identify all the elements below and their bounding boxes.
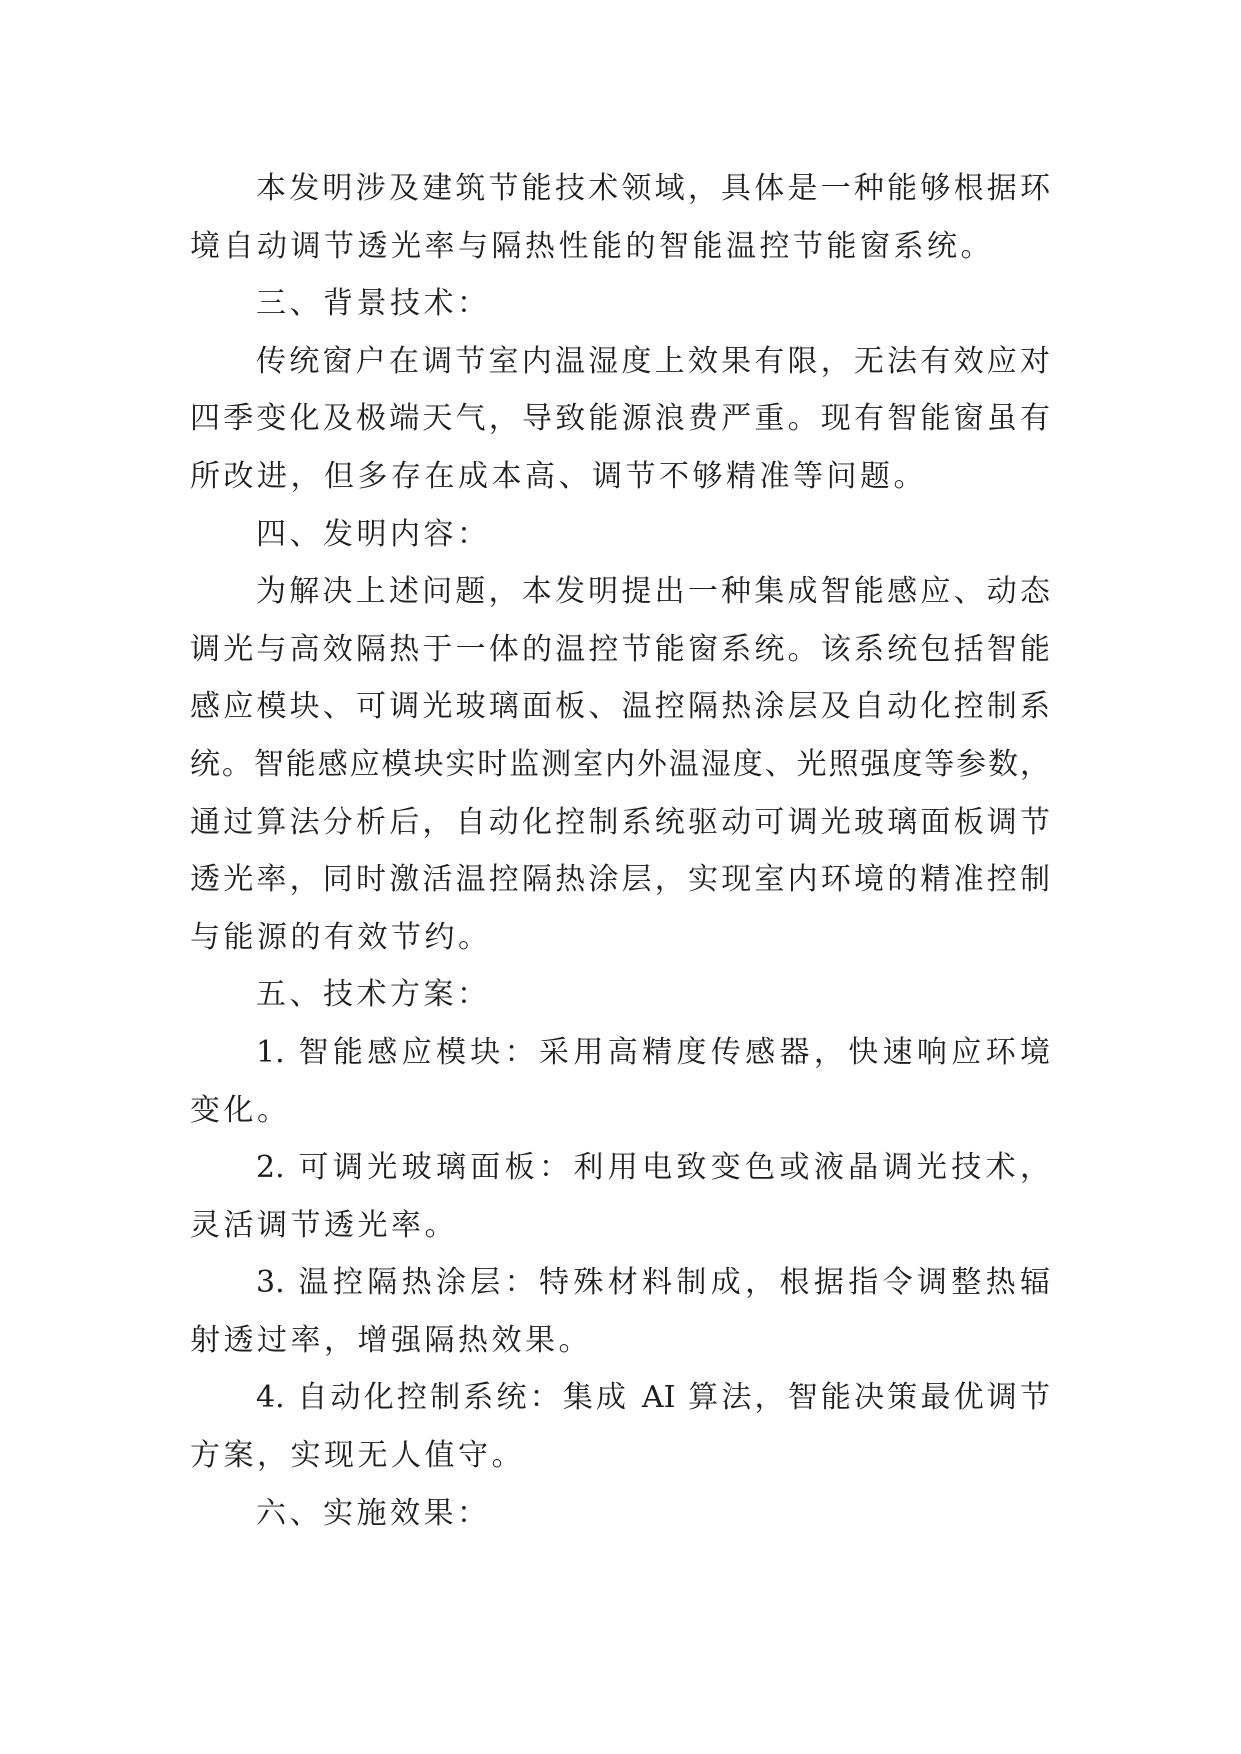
text-line: 四、发明内容：: [256, 516, 491, 552]
text-line: 感应模块、可调光玻璃面板、温控隔热涂层及自动化控制系: [190, 689, 1050, 725]
text-line: 2. 可调光玻璃面板：利用电致变色或液晶调光技术，: [256, 1150, 1050, 1186]
text-line: 五、技术方案：: [256, 977, 491, 1013]
text-line: 三、背景技术：: [256, 286, 491, 322]
text-line: 透光率，同时激活温控隔热涂层，实现室内环境的精准控制: [190, 862, 1050, 898]
text-line: 所改进，但多存在成本高、调节不够精准等问题。: [190, 458, 927, 494]
text-line: 本发明涉及建筑节能技术领域，具体是一种能够根据环: [256, 171, 1050, 206]
text-line: 四季变化及极端天气，导致能源浪费严重。现有智能窗虽有: [190, 401, 1050, 437]
text-line: 调光与高效隔热于一体的温控节能窗系统。该系统包括智能: [190, 631, 1050, 667]
text-line: 统。智能感应模块实时监测室内外温湿度、光照强度等参数，: [190, 746, 1050, 782]
text-line: 境自动调节透光率与隔热性能的智能温控节能窗系统。: [190, 228, 994, 264]
text-line: 传统窗户在调节室内温湿度上效果有限，无法有效应对: [256, 343, 1050, 379]
text-line: 变化。: [190, 1092, 291, 1128]
text-line: 1. 智能感应模块：采用高精度传感器，快速响应环境: [256, 1034, 1050, 1070]
text-line: 六、实施效果：: [256, 1495, 491, 1531]
document-body: [190, 160, 1050, 1542]
text-line: 与能源的有效节约。: [190, 919, 492, 955]
text-line: 射透过率，增强隔热效果。: [190, 1322, 592, 1358]
text-line: 3. 温控隔热涂层：特殊材料制成，根据指令调整热辐: [256, 1265, 1050, 1301]
text-line: 灵活调节透光率。: [190, 1207, 458, 1243]
text-line: 4. 自动化控制系统：集成 AI 算法，智能决策最优调节: [256, 1380, 1050, 1416]
text-line: 为解决上述问题，本发明提出一种集成智能感应、动态: [256, 574, 1050, 610]
text-line: 方案，实现无人值守。: [190, 1438, 525, 1474]
text-line: 通过算法分析后，自动化控制系统驱动可调光玻璃面板调节: [190, 804, 1050, 840]
